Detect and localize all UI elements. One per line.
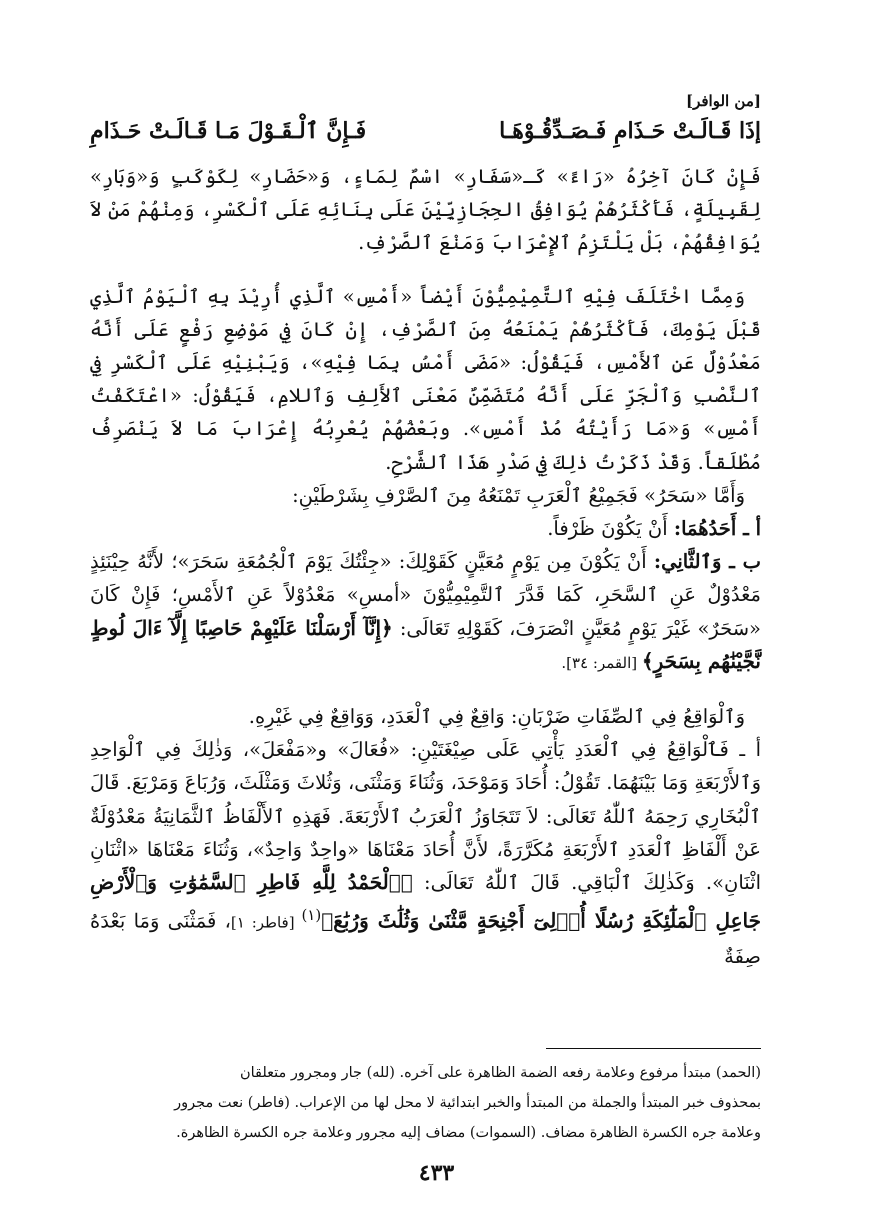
poetry-verse xyxy=(90,112,761,152)
quran-verse-fatir: ﴿ٱلْحَمْدُ لِلَّهِ فَاطِرِ ٱلسَّمَٰوَٰتِ وَٱلْأَرْضِ جَاعِلِ ٱلْمَلَٰٓئِكَةِ رُسُلًا أُو۟لِىٓ أَجْنِحَةٍ مَّثْنَىٰ وَثُلَٰثَ وَرُبَٰعَ﴾ xyxy=(90,870,761,933)
verse-first-hemistich: إذَا قَـالَـتْ حَـذَامِ فَـصَـدِّقُـوْهَـا xyxy=(499,118,761,144)
footnote-divider xyxy=(546,1048,761,1049)
item-text-a: أَنْ يَكُوْنَ ظَرْفاً. xyxy=(547,517,674,541)
paragraph-7-text: أ ـ فَٱلْوَاقِعُ فِي ٱلْعَدَدِ يَأْتِي عَلَى صِيْغَتَيْنِ: «فُعَالَ» و«مَفْعَلَ»، وَذٰلِكَ فِي ٱلْوَاحِدِ وَٱلأَرْبَعَةِ وَمَا بَيْنَهُمَا. تَقُوْلُ: أُحَادَ وَمَوْحَدَ، وَثُنَاءَ وَمَثْنَى، وَثُلاثَ وَمَثْلَثَ، وَرُبَاعَ وَمَرْبَعَ. قَالَ ٱلْبُخَارِي رَحِمَهُ ٱللّٰهُ تَعَالَى: لاَ تَتَجَاوَزُ ٱلْعَرَبُ ٱلأَرْبَعَةَ. فَهَذِهِ ٱلأَلْفَاظُ ٱلثَّمَانِيَةُ مَعْدُوْلَةٌ عَنْ أَلْفَاظِ ٱلْعَدَدِ ٱلأَرْبَعَةِ مُكَرَّرَةً، لأَنَّ أُحَادَ مَعْنَاهَا «واحِدٌ وَاحِدٌ»، وَثُنَاءَ مَعْنَاهَا «اثْنَانِ اثْنَانِ». وَكَذٰلِكَ ٱلْبَاقِي. قَالَ ٱللّٰهُ تَعَالَى: xyxy=(90,738,761,895)
paragraph-3: وَأَمَّا «سَحَرُ» فَجَمِيْعُ ٱلْعَرَبِ تَمْنَعُهُ مِنَ ٱلصَّرْفِ بِشَرْطَيْنِ: xyxy=(292,483,745,507)
paragraph-7-tail: ، فَمَثْنَى وَمَا بَعْدَهُ صِفَةٌ xyxy=(90,909,761,968)
paragraph-2: وَمِمَّا اخْتَلَفَ فِيْهِ ٱلتَّمِيْمِيُّوْنَ أَيْضاً «أَمْسِ» ٱلَّذِي أُرِيْدَ بِهِ ٱلْيَوْمُ ٱلَّذِي قَبْلَ يَوْمِكَ، فَأَكْثَرُهُمْ يَمْنَعُهُ مِنَ ٱلصَّرْفِ، إِنْ كَانَ فِي مَوْضِعِ رَفْعٍ عَلَى أَنَّهُ مَعْدُوْلٌ عَنِ ٱلأَمْسِ، فَيَقُوْلُ: «مَضَى أَمْسُ بِمَا فِيْهِ»، وَيَبْنِيْهِ عَلَى ٱلْكَسْرِ فِي ٱلنَّصْبِ وَٱلْجَرِّ عَلَى أَنَّهُ مُتَضَمِّنٌ مَعْنَى ٱلأَلِفِ وَٱللامِ، فَيَقُوْلُ: «اعْتَكَفْتُ أَمْسِ» وَ«مَا رَأَيْتُهُ مُذْ أَمْسِ». وبَعْضُهُمْ يُعْرِبُهُ إِعْرَابَ مَا لاَ يَنْصَرِفُ مُطْلَقاً. وَقَدْ ذَكَرْتُ ذٰلِكَ فِي صَدْرِ هَذَا ٱلشَّرْحِ. xyxy=(90,284,761,474)
item-label-a: أ ـ أَحَدُهُمَا: xyxy=(673,517,761,541)
paragraph-1: فَإِنْ كَانَ آخِرُهُ «رَاءً» كَـ«سَفَارِ» اسْمٌ لِمَاءٍ، وَ«حَضَارِ» لِكَوْكَبٍ وَ«وَبَارِ» لِقَبِيلَةٍ، فَأَكْثَرُهُمْ يُوَافِقُ الحِجَازِيِّيْنَ عَلَى بِنَائِهِ عَلَى ٱلْكَسْرِ، وَمِنْهُمْ مَنْ لاَ يُوَافِقُهُمْ، بَلْ يَلْتَزِمُ ٱلإِعْرَابَ وَمَنْعَ ٱلصَّرْفِ. xyxy=(90,165,761,255)
verse-second-hemistich: فَـإِنَّ ٱلْـقَـوْلَ مَـا قَـالَـتْ حَـذَامِ xyxy=(90,118,367,144)
footnote xyxy=(95,1058,761,1148)
paragraph-5 xyxy=(90,545,761,680)
paragraph-6: وَٱلْوَاقِعُ فِي ٱلصِّفَاتِ ضَرْبَانِ: وَاقِعٌ فِي ٱلْعَدَدِ، وَوَاقِعٌ فِي غَيْرِهِ. xyxy=(248,705,745,729)
page-number: ٤٣٣ xyxy=(418,1160,455,1186)
footnote-line-1: (الحمد) مبتدأ مرفوع وعلامة رفعه الضمة الظاهرة على آخره. (لله) جار ومجرور متعلقان xyxy=(239,1065,761,1081)
quran-ref-fatir: [فاطر: ١] xyxy=(230,913,302,932)
item-label-b: ب ـ وَٱلثَّانِي: xyxy=(653,550,762,574)
quran-ref-qamar: [القمر: ٣٤]. xyxy=(561,653,642,672)
paragraph-7 xyxy=(90,733,761,973)
main-text xyxy=(90,160,761,1010)
paragraph-4 xyxy=(90,512,761,545)
meter-label: [من الوافر] xyxy=(686,92,761,110)
footnote-line-2: بمحذوف خبر المبتدأ والجملة من المبتدأ والخبر ابتدائية لا محل لها من الإعراب. (فاطر) نعت مجرور xyxy=(174,1095,761,1111)
footnote-line-3: وعلامة جره الكسرة الظاهرة مضاف. (السموات) مضاف إليه مجرور وعلامة جره الكسرة الظاهرة. xyxy=(176,1125,761,1141)
item-text-b: أَنْ يَكُوْنَ مِن يَوْمٍ مُعَيَّنٍ كَقَوْلِكَ: «جِئْتُكَ يَوْمَ ٱلْجُمُعَةِ سَحَرَ»؛ لأَنَّهُ حِيْنَئِذٍ مَعْدُوْلٌ عَنِ ٱلسَّحَرِ، كَمَا قَدَّرَ ٱلتَّمِيْمِيُّوْنَ «أمسِ» مَعْدُوْلاً عَنِ ٱلأَمْسِ؛ فَإِنْ كَانَ «سَحَرٌ» غَيْرَ يَوْمٍ مُعَيَّنٍ انْصَرَفَ، كَقَوْلِهِ تَعَالَى: xyxy=(90,550,761,640)
footnote-marker: (١) xyxy=(301,906,322,925)
quran-verse-qamar: ﴿إِنَّآ أَرْسَلْنَا عَلَيْهِمْ حَاصِبًا إِلَّآ ءَالَ لُوطٍ نَّجَّيْنَٰهُم بِسَحَرٍ﴾ xyxy=(90,615,761,673)
